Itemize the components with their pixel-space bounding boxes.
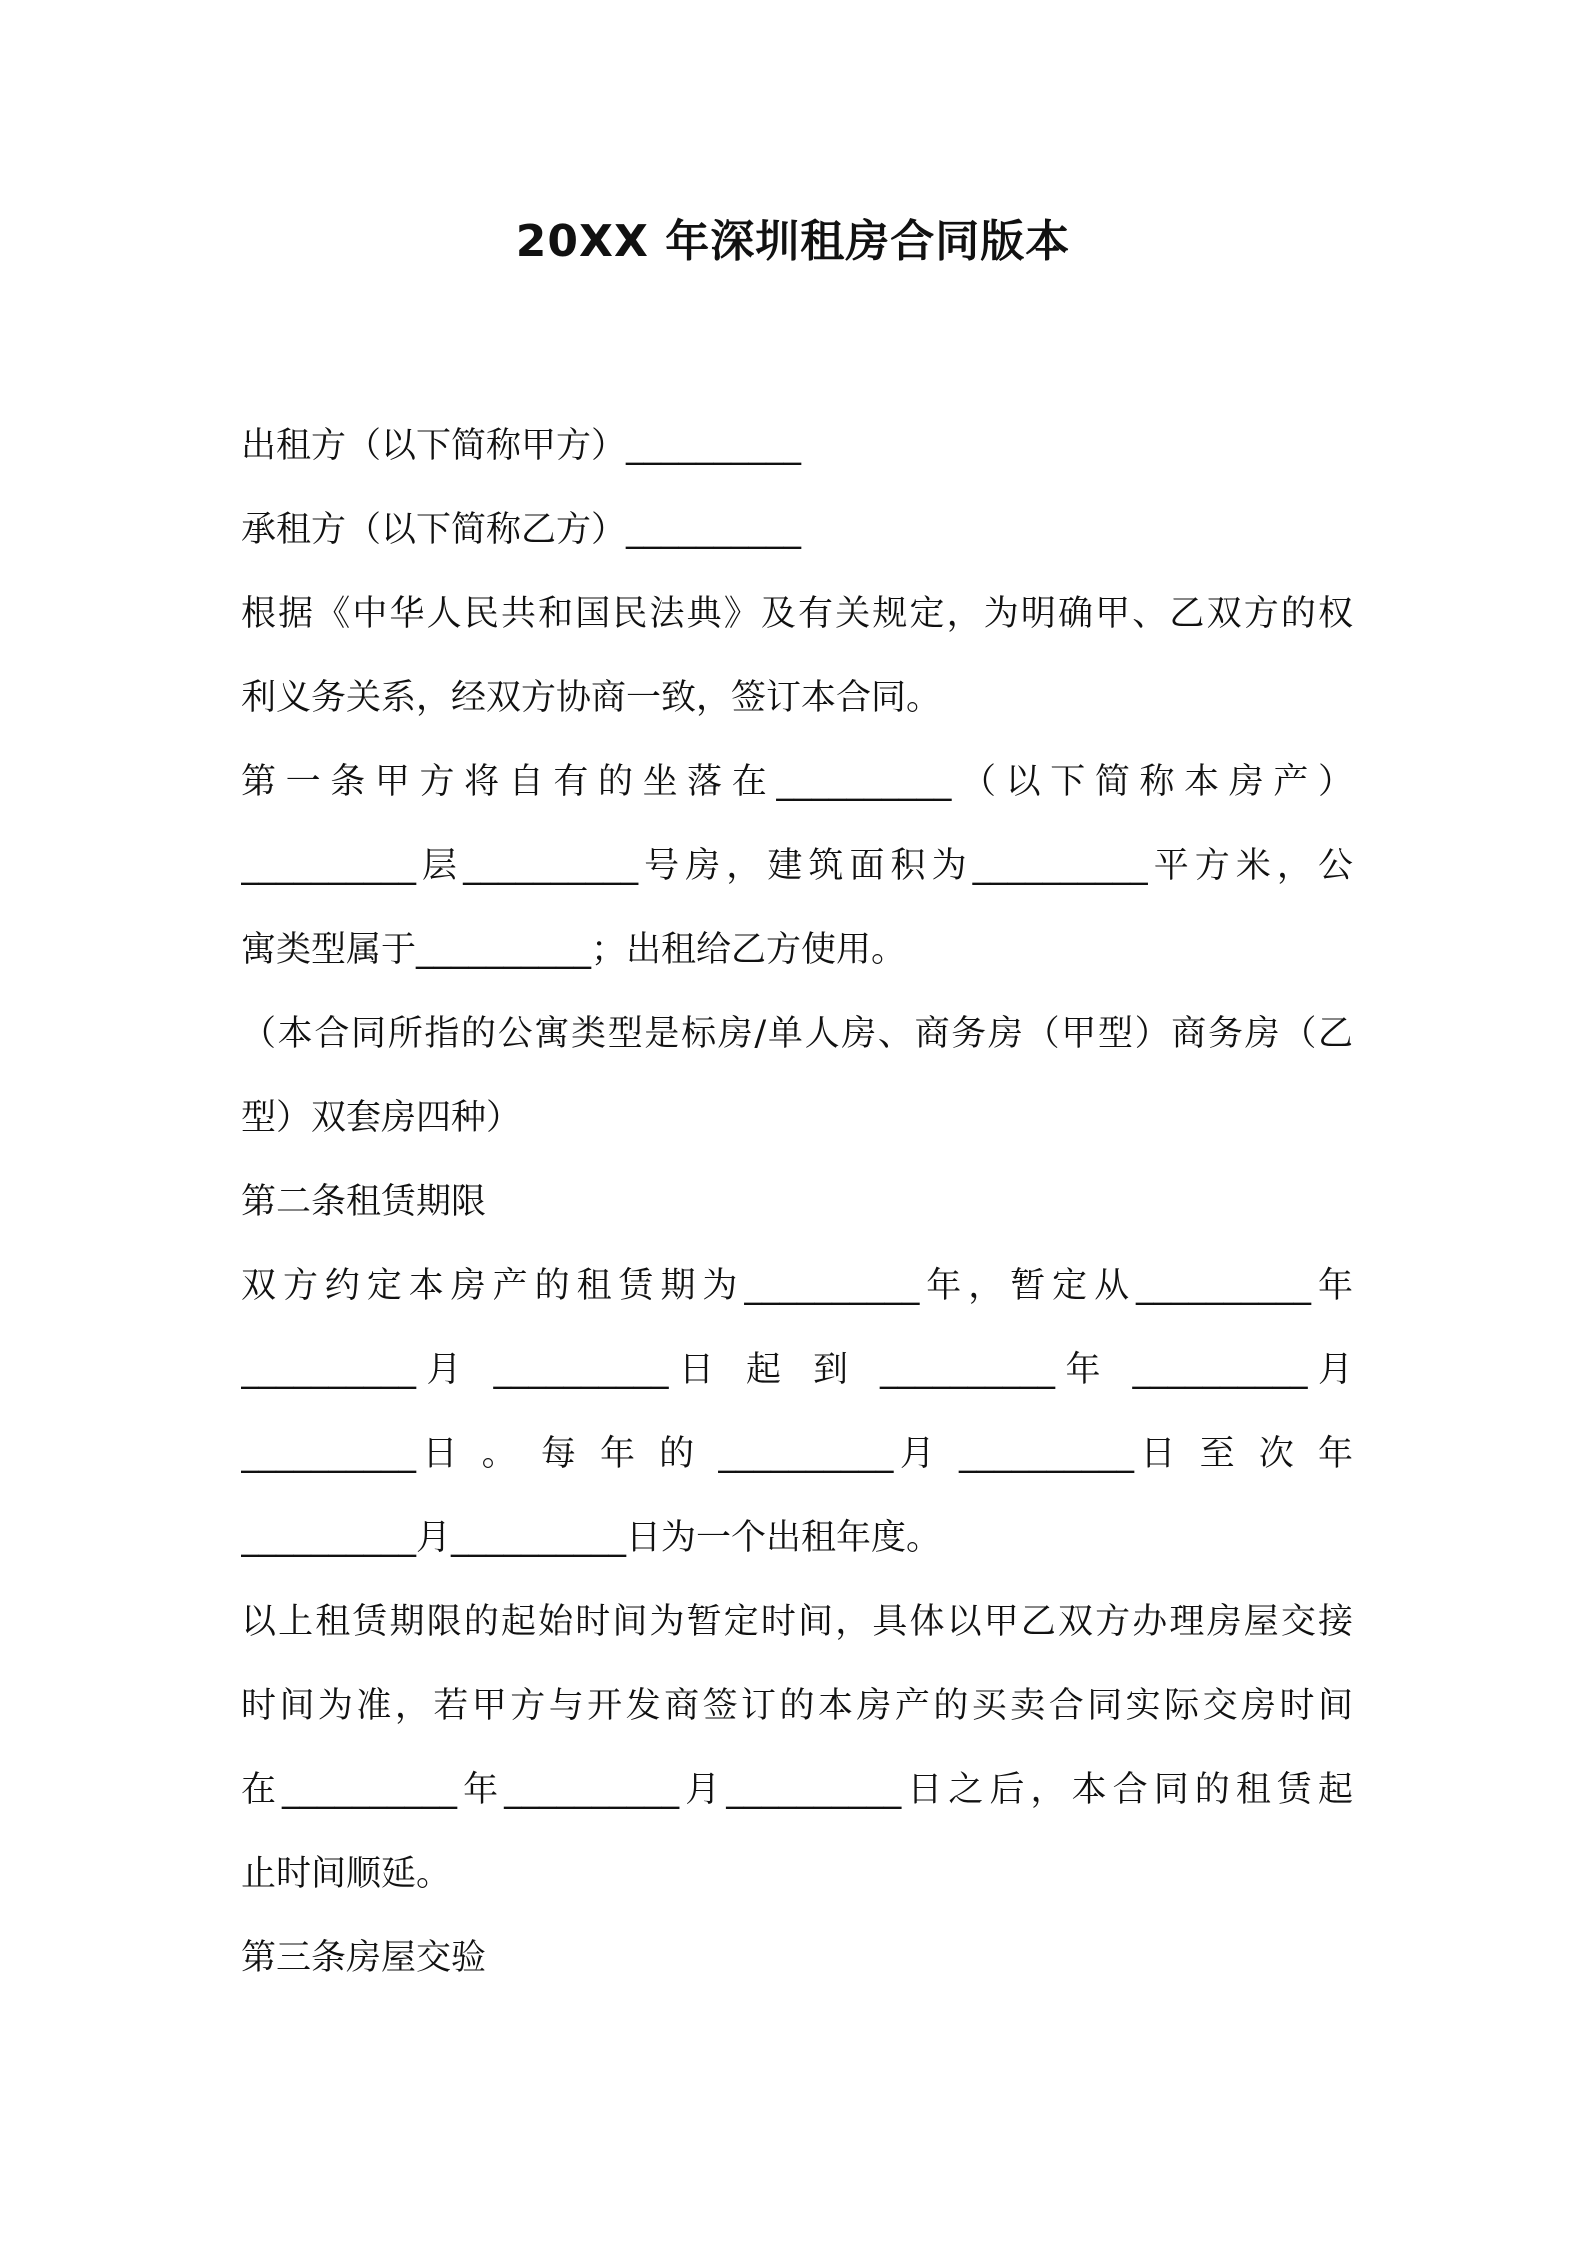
document-body bbox=[241, 404, 1353, 2000]
lease-term-line-3: __________日 。 每 年 的 __________月 __________日 至 次 年 bbox=[241, 1434, 1353, 1474]
term-note-line-3: 在__________年__________月__________日之后，本合同的租赁起 bbox=[241, 1770, 1353, 1810]
apartment-types-line-2: 型）双套房四种） bbox=[241, 1098, 522, 1138]
lease-term-line-1: 双方约定本房产的租赁期为__________年，暂定从__________年 bbox=[241, 1266, 1353, 1306]
article-3-heading: 第三条房屋交验 bbox=[241, 1938, 487, 1978]
term-note-line-2: 时间为准，若甲方与开发商签订的本房产的买卖合同实际交房时间 bbox=[241, 1686, 1353, 1726]
preamble-line-2: 利义务关系，经双方协商一致，签订本合同。 bbox=[241, 678, 942, 718]
apartment-types-line-1: （本合同所指的公寓类型是标房/单人房、商务房（甲型）商务房（乙 bbox=[241, 1014, 1353, 1054]
lease-term-line-4: __________月__________日为一个出租年度。 bbox=[241, 1518, 942, 1558]
term-note-line-1: 以上租赁期限的起始时间为暂定时间，具体以甲乙双方办理房屋交接 bbox=[241, 1602, 1353, 1642]
document-title: 20XX 年深圳租房合同版本 bbox=[515, 216, 1071, 267]
lease-term-line-2: __________月 __________日 起 到 __________年 __________月 bbox=[241, 1350, 1353, 1390]
article-2-heading: 第二条租赁期限 bbox=[241, 1182, 487, 1222]
preamble-line-1: 根据《中华人民共和国民法典》及有关规定，为明确甲、乙双方的权 bbox=[241, 594, 1353, 634]
term-note-line-4: 止时间顺延。 bbox=[241, 1854, 452, 1894]
article-1-line-3: 寓类型属于__________；出租给乙方使用。 bbox=[241, 930, 907, 970]
article-1-line-2: __________层__________号房，建筑面积为__________平方米，公 bbox=[241, 846, 1353, 886]
lessor-line: 出租方（以下简称甲方）__________ bbox=[241, 426, 802, 466]
article-1-line-1: 第一条甲方将自有的坐落在__________（以下简称本房产） bbox=[241, 762, 1353, 802]
lessee-line: 承租方（以下简称乙方）__________ bbox=[241, 510, 802, 550]
